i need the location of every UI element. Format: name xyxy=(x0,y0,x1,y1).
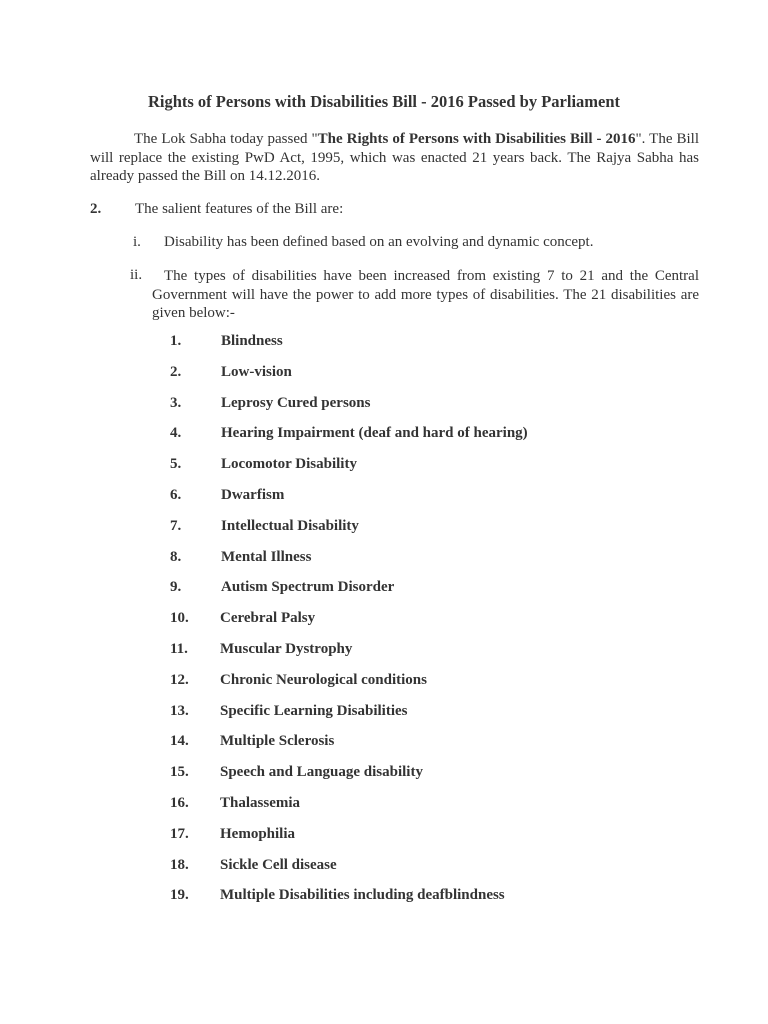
list-item-number: 7. xyxy=(170,517,182,534)
list-item-label: Hearing Impairment (deaf and hard of hearing) xyxy=(221,425,528,442)
list-item-label: Autism Spectrum Disorder xyxy=(221,579,395,596)
point-ii-text: The types of disabilities have been increased from existing 7 to 21 and the Central Government will have the power to add more types of disabilities. The 21 disabilities are given below:- xyxy=(152,268,699,321)
list-item-label: Specific Learning Disabilities xyxy=(220,702,408,719)
list-item-label: Multiple Sclerosis xyxy=(220,733,335,750)
point-ii-number: ii. xyxy=(130,267,143,283)
list-item-number: 10. xyxy=(170,610,189,627)
list-item-number: 5. xyxy=(170,456,182,473)
list-item-number: 4. xyxy=(170,425,182,442)
list-item-label: Intellectual Disability xyxy=(221,517,359,534)
intro-text-start: The Lok Sabha today passed " xyxy=(134,131,318,147)
list-item-number: 18. xyxy=(170,856,189,873)
list-item-label: Chronic Neurological conditions xyxy=(220,671,427,688)
list-item-number: 19. xyxy=(170,887,189,904)
list-item-label: Thalassemia xyxy=(220,795,301,811)
list-item-label: Dwarfism xyxy=(221,487,285,503)
list-item-label: Sickle Cell disease xyxy=(220,856,337,873)
list-item-label: Low-vision xyxy=(221,363,292,380)
list-item-label: Blindness xyxy=(221,333,283,349)
intro-paragraph xyxy=(90,130,699,186)
list-item-number: 2. xyxy=(170,363,182,380)
list-item-number: 13. xyxy=(170,702,189,719)
list-item-label: Locomotor Disability xyxy=(221,456,357,473)
list-item-number: 15. xyxy=(170,764,189,781)
list-item-number: 11. xyxy=(170,641,188,657)
list-item-number: 1. xyxy=(170,333,182,349)
list-item-number: 16. xyxy=(170,795,189,811)
bill-name: The Rights of Persons with Disabilities Bill - 2016 xyxy=(317,131,636,147)
intro-text-end: ". The Bill will replace the existing PwD Act, 1995, which was enacted 21 years back. The Rajya Sabha has already passed the Bill on 14.12.2016. xyxy=(90,131,699,184)
list-item-label: Leprosy Cured persons xyxy=(221,394,371,411)
list-item-label: Multiple Disabilities including deafblindness xyxy=(220,887,505,904)
list-item-label: Speech and Language disability xyxy=(220,764,423,781)
section-number: 2. xyxy=(90,201,102,217)
list-item-number: 14. xyxy=(170,733,189,750)
list-item-number: 12. xyxy=(170,671,189,688)
point-i-number: i. xyxy=(133,234,141,250)
list-item-label: Muscular Dystrophy xyxy=(220,641,353,657)
list-item-number: 17. xyxy=(170,825,189,842)
list-item-number: 6. xyxy=(170,487,182,503)
document-title: Rights of Persons with Disabilities Bill - 2016 Passed by Parliament xyxy=(147,92,621,111)
section-heading: The salient features of the Bill are: xyxy=(135,201,344,217)
point-i-text: Disability has been defined based on an evolving and dynamic concept. xyxy=(164,234,594,250)
list-item-label: Hemophilia xyxy=(220,825,296,842)
list-item-number: 8. xyxy=(170,548,182,565)
list-item-number: 9. xyxy=(170,579,182,596)
list-item-number: 3. xyxy=(170,394,182,411)
list-item-label: Mental Illness xyxy=(221,548,312,565)
list-item-label: Cerebral Palsy xyxy=(220,610,316,627)
